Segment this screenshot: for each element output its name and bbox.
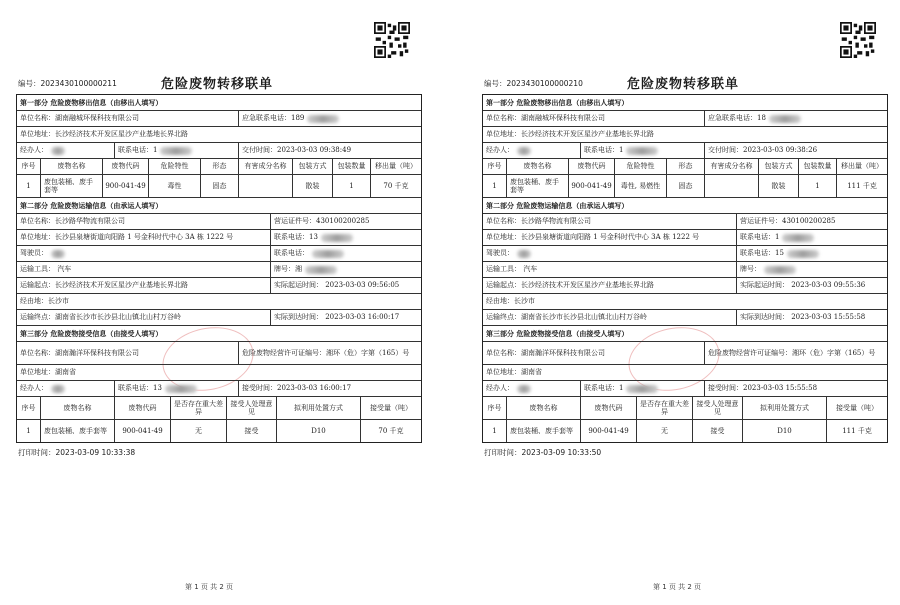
print-time: 打印时间：2023-03-09 10:33:38 <box>18 448 136 457</box>
shipper-handler: 经办人： <box>20 146 48 154</box>
driver-phone-cell <box>737 246 887 261</box>
shipper-contact-phone-cell <box>581 143 705 158</box>
driver-phone: 联系电话： <box>274 249 309 257</box>
transport-start-time: 实际起运时间： 2023-03-03 09:55:36 <box>740 281 866 289</box>
shipper-handler: 经办人： <box>486 146 514 154</box>
table-cell: 废包装桶、废手套等 <box>507 175 569 197</box>
manifest-table <box>482 94 888 443</box>
transport-via: 经由地：长沙市 <box>20 297 69 305</box>
col-header: 移出量（吨） <box>375 162 417 170</box>
table-cell: 1 <box>483 420 507 442</box>
receiver-phone-cell <box>581 381 705 396</box>
table-row <box>483 420 887 442</box>
carrier-contact-phone: 联系电话：1 <box>740 233 780 241</box>
receiver-permit: 危险废物经营许可证编号：湘环（危）字第（165）号 <box>708 348 876 357</box>
carrier-contact-phone: 联系电话：13 <box>274 233 318 241</box>
carrier-unit-name: 单位名称：长沙路华物流有限公司 <box>483 214 737 229</box>
col-header: 有害成分名称 <box>239 159 293 174</box>
col-header: 危险特性 <box>149 159 201 174</box>
page-number-left: 第 1 页 共 2 页 <box>185 583 234 591</box>
receiver-address: 单位地址：湖南省 <box>486 368 542 376</box>
plate-number: 牌号： <box>740 265 761 273</box>
col-header: 有害成分名称 <box>705 159 759 174</box>
table-cell: D10 <box>277 420 361 442</box>
table-cell: 废包装桶、废手套等 <box>507 420 581 442</box>
table-cell <box>705 175 759 197</box>
redaction-blur <box>764 266 796 274</box>
receiver-unit-name: 单位名称：湖南瀚洋环保科技有限公司 <box>483 342 705 364</box>
table-cell: 70 千克 <box>378 426 404 435</box>
redaction-blur <box>626 147 658 155</box>
transport-start: 运输起点：长沙经济技术开发区星沙产业基地长界北路 <box>483 278 737 293</box>
table-cell: 900-041-49 <box>581 420 637 442</box>
redaction-blur <box>51 385 65 393</box>
shipper-emergency-phone: 应急联系电话：189 <box>242 114 305 122</box>
col-header: 序号 <box>483 397 507 419</box>
print-time: 打印时间：2023-03-09 10:33:50 <box>484 448 602 457</box>
col-header: 废物代码 <box>103 159 149 174</box>
driver-cell <box>483 246 737 261</box>
qr-code-icon <box>840 22 876 58</box>
redaction-blur <box>305 266 337 274</box>
transfer-manifest <box>478 0 888 470</box>
shipper-unit-name: 单位名称：湖南融城环保科技有限公司 <box>17 111 239 126</box>
section-2-header: 第二部分 危险废物运输信息（由承运人填写） <box>486 201 629 210</box>
col-header: 包装数量 <box>799 159 837 174</box>
table-cell: 900-041-49 <box>569 175 615 197</box>
redaction-blur <box>782 234 814 242</box>
col-header: 包装方式 <box>759 159 799 174</box>
waste-table-header <box>17 159 421 175</box>
table-cell: 废包装桶、废手套等 <box>41 420 115 442</box>
shipper-contact-phone-cell <box>115 143 239 158</box>
carrier-license: 营运证件号：430100200285 <box>740 217 836 225</box>
table-cell: 1 <box>17 420 41 442</box>
table-cell: 无 <box>171 420 227 442</box>
col-header: 废物名称 <box>41 397 115 419</box>
col-header: 拟利用处置方式 <box>743 397 827 419</box>
receive-table-header <box>17 397 421 420</box>
transport-end-time: 实际到达时间： 2023-03-03 16:00:17 <box>274 313 400 321</box>
receive-time: 接受时间：2023-03-03 16:00:17 <box>242 384 352 392</box>
table-cell: 111 千克 <box>842 426 872 435</box>
plate-cell <box>271 262 421 277</box>
section-1-header: 第一部分 危险废物移出信息（由移出人填写） <box>20 98 163 107</box>
receive-time: 接受时间：2023-03-03 15:55:58 <box>708 384 818 392</box>
redaction-blur <box>51 250 65 258</box>
col-header: 废物代码 <box>581 397 637 419</box>
col-header: 接受量（吨） <box>370 403 412 412</box>
table-cell: 毒性, 易燃性 <box>615 175 667 197</box>
carrier-phone-cell <box>271 230 421 245</box>
col-header: 是否存在重大差异 <box>637 397 693 419</box>
shipper-address: 单位地址：长沙经济技术开发区星沙产业基地长界北路 <box>20 130 188 138</box>
shipper-address: 单位地址：长沙经济技术开发区星沙产业基地长界北路 <box>486 130 654 138</box>
table-cell: 70 千克 <box>383 181 409 190</box>
receiver-handler: 经办人： <box>486 384 514 392</box>
receiver-contact-phone: 联系电话：13 <box>118 384 162 392</box>
redaction-blur <box>312 250 344 258</box>
col-header: 包装方式 <box>293 159 333 174</box>
driver: 驾驶员： <box>20 249 48 257</box>
transport-start: 运输起点：长沙经济技术开发区星沙产业基地长界北路 <box>17 278 271 293</box>
transport-start-time: 实际起运时间： 2023-03-03 09:56:05 <box>274 281 400 289</box>
shipper-contact-phone: 联系电话：1 <box>584 146 624 154</box>
col-header: 形态 <box>667 159 705 174</box>
section-3-header: 第三部分 危险废物接受信息（由接受人填写） <box>20 329 163 338</box>
redaction-blur <box>787 250 819 258</box>
table-row <box>17 175 421 198</box>
redaction-blur <box>51 147 65 155</box>
redaction-blur <box>517 385 531 393</box>
table-cell: 1 <box>483 175 507 197</box>
receiver-phone-cell <box>115 381 239 396</box>
form-title: 危险废物转移联单 <box>626 77 739 92</box>
manifest-table <box>16 94 422 443</box>
vehicle-type: 运输工具： 汽车 <box>483 262 737 277</box>
transport-end: 运输终点：湖南省长沙市长沙县北山镇北山村万谷岭 <box>483 310 737 325</box>
table-cell: 1 <box>333 175 371 197</box>
col-header: 危险特性 <box>615 159 667 174</box>
form-number: 编号：2023430100000211 <box>18 79 117 88</box>
redaction-blur <box>517 250 531 258</box>
redaction-blur <box>160 147 192 155</box>
transport-end-time: 实际到达时间： 2023-03-03 15:55:58 <box>740 313 866 321</box>
receiver-address: 单位地址：湖南省 <box>20 368 76 376</box>
col-header: 序号 <box>17 397 41 419</box>
page-number-right: 第 1 页 共 2 页 <box>653 583 702 591</box>
redaction-blur <box>307 115 339 123</box>
qr-code-icon <box>374 22 410 58</box>
col-header: 接受人处理意见 <box>693 397 743 419</box>
carrier-license: 营运证件号：430100200285 <box>274 217 370 225</box>
table-row <box>483 175 887 198</box>
driver: 驾驶员： <box>486 249 514 257</box>
col-header: 废物名称 <box>41 159 103 174</box>
table-row <box>17 420 421 442</box>
table-cell: 无 <box>637 420 693 442</box>
form-title: 危险废物转移联单 <box>160 77 273 92</box>
table-cell <box>239 175 293 197</box>
table-cell: 固态 <box>667 175 705 197</box>
driver-phone: 联系电话：15 <box>740 249 784 257</box>
shipper-handler-cell <box>483 143 581 158</box>
table-cell: D10 <box>743 420 827 442</box>
receiver-unit-name: 单位名称：湖南瀚洋环保科技有限公司 <box>17 342 239 364</box>
table-cell: 固态 <box>201 175 239 197</box>
carrier-address: 单位地址：长沙县泉塘街道向阳路 1 号金科时代中心 3A 栋 1222 号 <box>483 230 737 245</box>
carrier-unit-name: 单位名称：长沙路华物流有限公司 <box>17 214 271 229</box>
transfer-manifest <box>12 0 422 470</box>
table-cell: 111 千克 <box>847 181 877 190</box>
vehicle-type: 运输工具： 汽车 <box>17 262 271 277</box>
redaction-blur <box>321 234 353 242</box>
carrier-phone-cell <box>737 230 887 245</box>
shipper-unit-name: 单位名称：湖南融城环保科技有限公司 <box>483 111 705 126</box>
receive-table-header <box>483 397 887 420</box>
carrier-address: 单位地址：长沙县泉塘街道向阳路 1 号金科时代中心 3A 栋 1222 号 <box>17 230 271 245</box>
col-header: 移出量（吨） <box>841 162 883 170</box>
col-header: 是否存在重大差异 <box>171 397 227 419</box>
shipper-handler-cell <box>17 143 115 158</box>
section-2-header: 第二部分 危险废物运输信息（由承运人填写） <box>20 201 163 210</box>
receiver-contact-phone: 联系电话：1 <box>584 384 624 392</box>
transport-via: 经由地：长沙市 <box>486 297 535 305</box>
receiver-handler-cell <box>483 381 581 396</box>
handover-time: 交付时间：2023-03-03 09:38:26 <box>708 146 818 154</box>
table-cell: 接受 <box>227 420 277 442</box>
redaction-blur <box>626 385 658 393</box>
plate-cell <box>737 262 887 277</box>
col-header: 形态 <box>201 159 239 174</box>
redaction-blur <box>165 385 197 393</box>
col-header: 包装数量 <box>333 159 371 174</box>
table-cell: 接受 <box>693 420 743 442</box>
shipper-emergency-phone-cell <box>239 111 421 126</box>
table-cell: 毒性 <box>149 175 201 197</box>
driver-cell <box>17 246 271 261</box>
col-header: 接受人处理意见 <box>227 397 277 419</box>
table-cell: 1 <box>17 175 41 197</box>
shipper-contact-phone: 联系电话：1 <box>118 146 158 154</box>
col-header: 序号 <box>483 159 507 174</box>
table-cell: 900-041-49 <box>103 175 149 197</box>
col-header: 废物代码 <box>115 397 171 419</box>
table-cell: 900-041-49 <box>115 420 171 442</box>
receiver-handler: 经办人： <box>20 384 48 392</box>
form-number: 编号：2023430100000210 <box>484 79 583 88</box>
table-cell: 1 <box>799 175 837 197</box>
waste-table-header <box>483 159 887 175</box>
col-header: 废物代码 <box>569 159 615 174</box>
col-header: 序号 <box>17 159 41 174</box>
handover-time: 交付时间：2023-03-03 09:38:49 <box>242 146 352 154</box>
table-cell: 散装 <box>293 175 333 197</box>
col-header: 接受量（吨） <box>836 403 878 412</box>
plate-number: 牌号：湘 <box>274 265 302 273</box>
shipper-emergency-phone: 应急联系电话：18 <box>708 114 766 122</box>
driver-phone-cell <box>271 246 421 261</box>
redaction-blur <box>517 147 531 155</box>
col-header: 废物名称 <box>507 397 581 419</box>
table-cell: 废包装桶、废手套等 <box>41 175 103 197</box>
col-header: 废物名称 <box>507 159 569 174</box>
section-3-header: 第三部分 危险废物接受信息（由接受人填写） <box>486 329 629 338</box>
receiver-handler-cell <box>17 381 115 396</box>
receiver-permit: 危险废物经营许可证编号：湘环（危）字第（165）号 <box>242 348 410 357</box>
table-cell: 散装 <box>759 175 799 197</box>
shipper-emergency-phone-cell <box>705 111 887 126</box>
col-header: 拟利用处置方式 <box>277 397 361 419</box>
section-1-header: 第一部分 危险废物移出信息（由移出人填写） <box>486 98 629 107</box>
transport-end: 运输终点：湖南省长沙市长沙县北山镇北山村万谷岭 <box>17 310 271 325</box>
redaction-blur <box>769 115 801 123</box>
